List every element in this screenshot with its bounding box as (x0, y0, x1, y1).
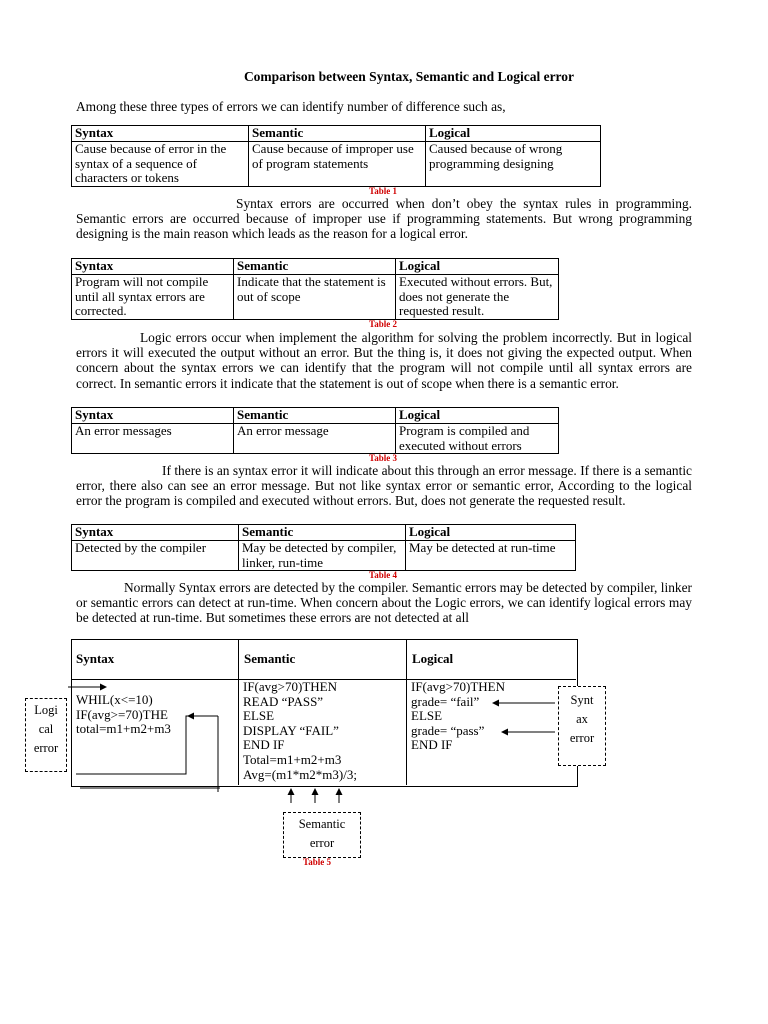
header-semantic: Semantic (234, 259, 396, 275)
cell-semantic: Cause because of improper use of program statements (249, 141, 426, 186)
arrow-syntax-path (76, 716, 188, 774)
header-syntax: Syntax (72, 408, 234, 424)
header-semantic: Semantic (244, 651, 296, 666)
header-logical: Logical (406, 525, 576, 541)
cell-syntax: Program will not compile until all syntax errors are corrected. (72, 274, 234, 319)
header-logical: Logical (396, 259, 559, 275)
page-title: Comparison between Syntax, Semantic and Logical error (243, 69, 575, 84)
header-logical: Logical (412, 651, 454, 666)
cell-semantic: May be detected by compiler, linker, run-time (239, 540, 406, 571)
cell-logical: Executed without errors. But, does not generate the requested result. (396, 274, 559, 319)
semantic-error-label: Semantic error (283, 812, 361, 858)
header-logical: Logical (426, 126, 601, 142)
header-syntax: Syntax (72, 259, 234, 275)
cell-semantic: An error message (234, 423, 396, 454)
table-3-caption: Table 3 (369, 453, 397, 463)
cell-semantic: Indicate that the statement is out of scope (234, 274, 396, 319)
paragraph-4: Normally Syntax errors are detected by the compiler. Semantic errors may be detected by compiler, linker or semantic errors can detect at run-time. When concern about the Logic errors, we can identify logical errors may be detected at run-time. But sometimes these errors are not detected at all (76, 580, 692, 626)
cell-syntax: Cause because of error in the syntax of a sequence of characters or tokens (72, 141, 249, 186)
header-syntax: Syntax (72, 126, 249, 142)
paragraph-2: Logic errors occur when implement the algorithm for solving the problem incorrectly. But in logical errors it will executed the output without an error. But the thing is, it does not giving the expected output. When concern about the syntax errors we can identify that the program will not compile until all syntax errors are correct. In semantic errors it indicate that the statement is out of scope when there is a semantic error. (76, 330, 692, 391)
header-semantic: Semantic (234, 408, 396, 424)
logical-error-label: Logi cal error (25, 698, 67, 772)
header-semantic: Semantic (249, 126, 426, 142)
cell-syntax: An error messages (72, 423, 234, 454)
paragraph-1: Syntax errors are occurred when don’t obey the syntax rules in programming. Semantic errors are occurred because of improper use if programming statements. But wrong programming designing is the main reason which leads as the reason for a logical error. (76, 196, 692, 242)
cell-logical: Program is compiled and executed without errors (396, 423, 559, 454)
logical-code: IF(avg>70)THEN grade= “fail” ELSE grade= “pass” END IF (411, 679, 505, 753)
semantic-code: IF(avg>70)THEN READ “PASS” ELSE DISPLAY “FAIL” END IF Total=m1+m2+m3 Avg=(m1*m2*m3)/3; (243, 679, 357, 782)
header-syntax: Syntax (72, 525, 239, 541)
table-2-caption: Table 2 (369, 319, 397, 329)
table-1-caption: Table 1 (369, 186, 397, 196)
table-5-caption: Table 5 (303, 857, 331, 867)
header-logical: Logical (396, 408, 559, 424)
cell-logical: Caused because of wrong programming designing (426, 141, 601, 186)
cell-logical: May be detected at run-time (406, 540, 576, 571)
header-syntax: Syntax (76, 651, 115, 666)
intro-text: Among these three types of errors we can identify number of difference such as, (76, 99, 506, 114)
cell-syntax: Detected by the compiler (72, 540, 239, 571)
syntax-code: WHIL(x<=10) IF(avg>=70)THE total=m1+m2+m3 (76, 692, 171, 737)
table-4-caption: Table 4 (369, 570, 397, 580)
syntax-error-label: Synt ax error (558, 686, 606, 766)
paragraph-3: If there is an syntax error it will indicate about this through an error message. If there is a semantic error, there also can see an error message. But not like syntax error or semantic error, According to the logical error the program is compiled and executed without errors. But, does not generate the requested result. (76, 463, 692, 509)
header-semantic: Semantic (239, 525, 406, 541)
